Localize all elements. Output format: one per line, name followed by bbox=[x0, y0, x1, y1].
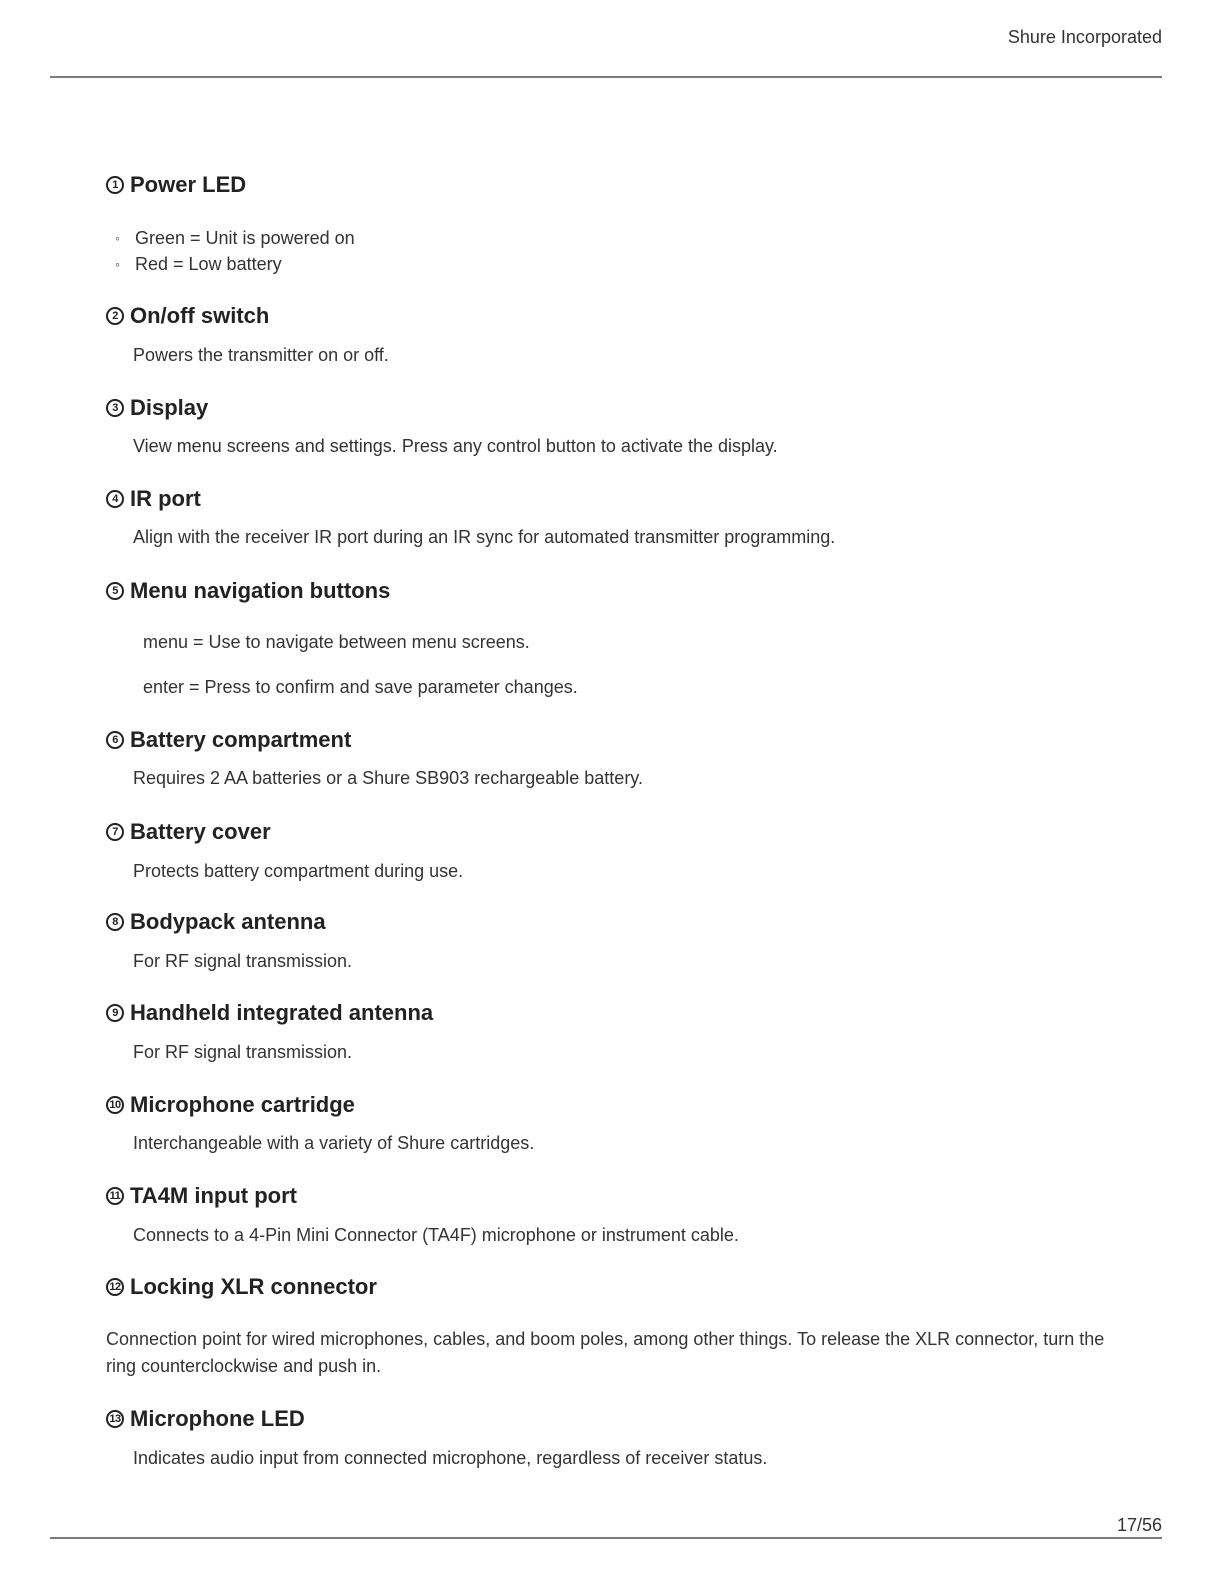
section-title: TA4M input port bbox=[130, 1183, 297, 1208]
number-badge-icon: 8 bbox=[106, 913, 124, 931]
section-bodypack-antenna bbox=[106, 908, 1126, 974]
list-item: ◦ Red = Low battery bbox=[106, 251, 1126, 277]
section-power-led bbox=[106, 171, 1126, 277]
number-badge-icon: 12 bbox=[106, 1278, 124, 1296]
number-badge-icon: 3 bbox=[106, 399, 124, 417]
section-ta4m-input-port bbox=[106, 1182, 1126, 1248]
section-heading bbox=[106, 1091, 1126, 1119]
section-heading bbox=[106, 302, 1126, 330]
section-heading bbox=[106, 1273, 1106, 1301]
section-locking-xlr-connector bbox=[106, 1273, 1106, 1380]
section-title: Battery cover bbox=[130, 819, 271, 844]
section-heading bbox=[106, 171, 1126, 199]
section-ir-port bbox=[106, 485, 1126, 550]
section-heading bbox=[106, 1405, 1126, 1433]
section-description: Powers the transmitter on or off. bbox=[133, 345, 389, 365]
number-badge-icon: 13 bbox=[106, 1410, 124, 1428]
section-title: On/off switch bbox=[130, 303, 270, 328]
section-menu-navigation-buttons bbox=[106, 577, 1126, 700]
section-heading bbox=[106, 485, 1126, 513]
section-title: IR port bbox=[130, 486, 201, 511]
section-description: Connects to a 4-Pin Mini Connector (TA4F) microphone or instrument cable. bbox=[133, 1225, 739, 1245]
number-badge-icon: 10 bbox=[106, 1096, 124, 1114]
section-heading bbox=[106, 818, 1126, 846]
section-description: View menu screens and settings. Press any control button to activate the display. bbox=[133, 436, 778, 456]
section-display bbox=[106, 394, 1126, 459]
number-badge-icon: 11 bbox=[106, 1187, 124, 1205]
number-badge-icon: 6 bbox=[106, 731, 124, 749]
section-battery-compartment bbox=[106, 726, 1126, 791]
section-heading bbox=[106, 726, 1126, 754]
section-heading bbox=[106, 394, 1126, 422]
section-description: Indicates audio input from connected microphone, regardless of receiver status. bbox=[133, 1448, 768, 1468]
number-badge-icon: 7 bbox=[106, 823, 124, 841]
section-heading bbox=[106, 908, 1126, 936]
enter-button-description: enter = Press to confirm and save parameter changes. bbox=[143, 677, 578, 697]
section-on-off-switch bbox=[106, 302, 1126, 368]
section-heading bbox=[106, 577, 1126, 605]
menu-button-description: menu = Use to navigate between menu screens. bbox=[143, 632, 530, 652]
list-item: ◦ Green = Unit is powered on bbox=[106, 225, 1126, 251]
footer-divider bbox=[50, 1537, 1162, 1539]
section-title: Handheld integrated antenna bbox=[130, 1000, 434, 1025]
section-battery-cover bbox=[106, 818, 1126, 884]
section-title: Menu navigation buttons bbox=[130, 578, 391, 603]
section-description: For RF signal transmission. bbox=[133, 951, 353, 971]
number-badge-icon: 4 bbox=[106, 490, 124, 508]
section-description: For RF signal transmission. bbox=[133, 1042, 353, 1062]
section-heading bbox=[106, 1182, 1126, 1210]
section-title: Microphone cartridge bbox=[130, 1092, 355, 1117]
section-microphone-led bbox=[106, 1405, 1126, 1471]
section-title: Power LED bbox=[130, 172, 247, 197]
section-description: Interchangeable with a variety of Shure cartridges. bbox=[133, 1133, 535, 1153]
section-description: Connection point for wired microphones, cables, and boom poles, among other things. To release the XLR connector, turn the ring counterclockwise and push in. bbox=[106, 1329, 1105, 1376]
number-badge-icon: 2 bbox=[106, 307, 124, 325]
section-description: Protects battery compartment during use. bbox=[133, 861, 464, 881]
section-title: Bodypack antenna bbox=[130, 909, 326, 934]
section-microphone-cartridge bbox=[106, 1091, 1126, 1156]
header-divider bbox=[50, 76, 1162, 78]
section-description: Requires 2 AA batteries or a Shure SB903 rechargeable battery. bbox=[133, 768, 643, 788]
bullet-list bbox=[106, 225, 1126, 277]
section-heading bbox=[106, 999, 1126, 1027]
page-number: 17/56 bbox=[1116, 1515, 1162, 1535]
section-description: Align with the receiver IR port during an IR sync for automated transmitter programming. bbox=[133, 527, 836, 547]
number-badge-icon: 5 bbox=[106, 582, 124, 600]
number-badge-icon: 9 bbox=[106, 1004, 124, 1022]
header-company-name: Shure Incorporated bbox=[1007, 27, 1162, 47]
section-handheld-integrated-antenna bbox=[106, 999, 1126, 1065]
section-title: Microphone LED bbox=[130, 1406, 305, 1431]
section-title: Battery compartment bbox=[130, 727, 352, 752]
section-title: Display bbox=[130, 395, 209, 420]
number-badge-icon: 1 bbox=[106, 176, 124, 194]
section-title: Locking XLR connector bbox=[130, 1274, 377, 1299]
